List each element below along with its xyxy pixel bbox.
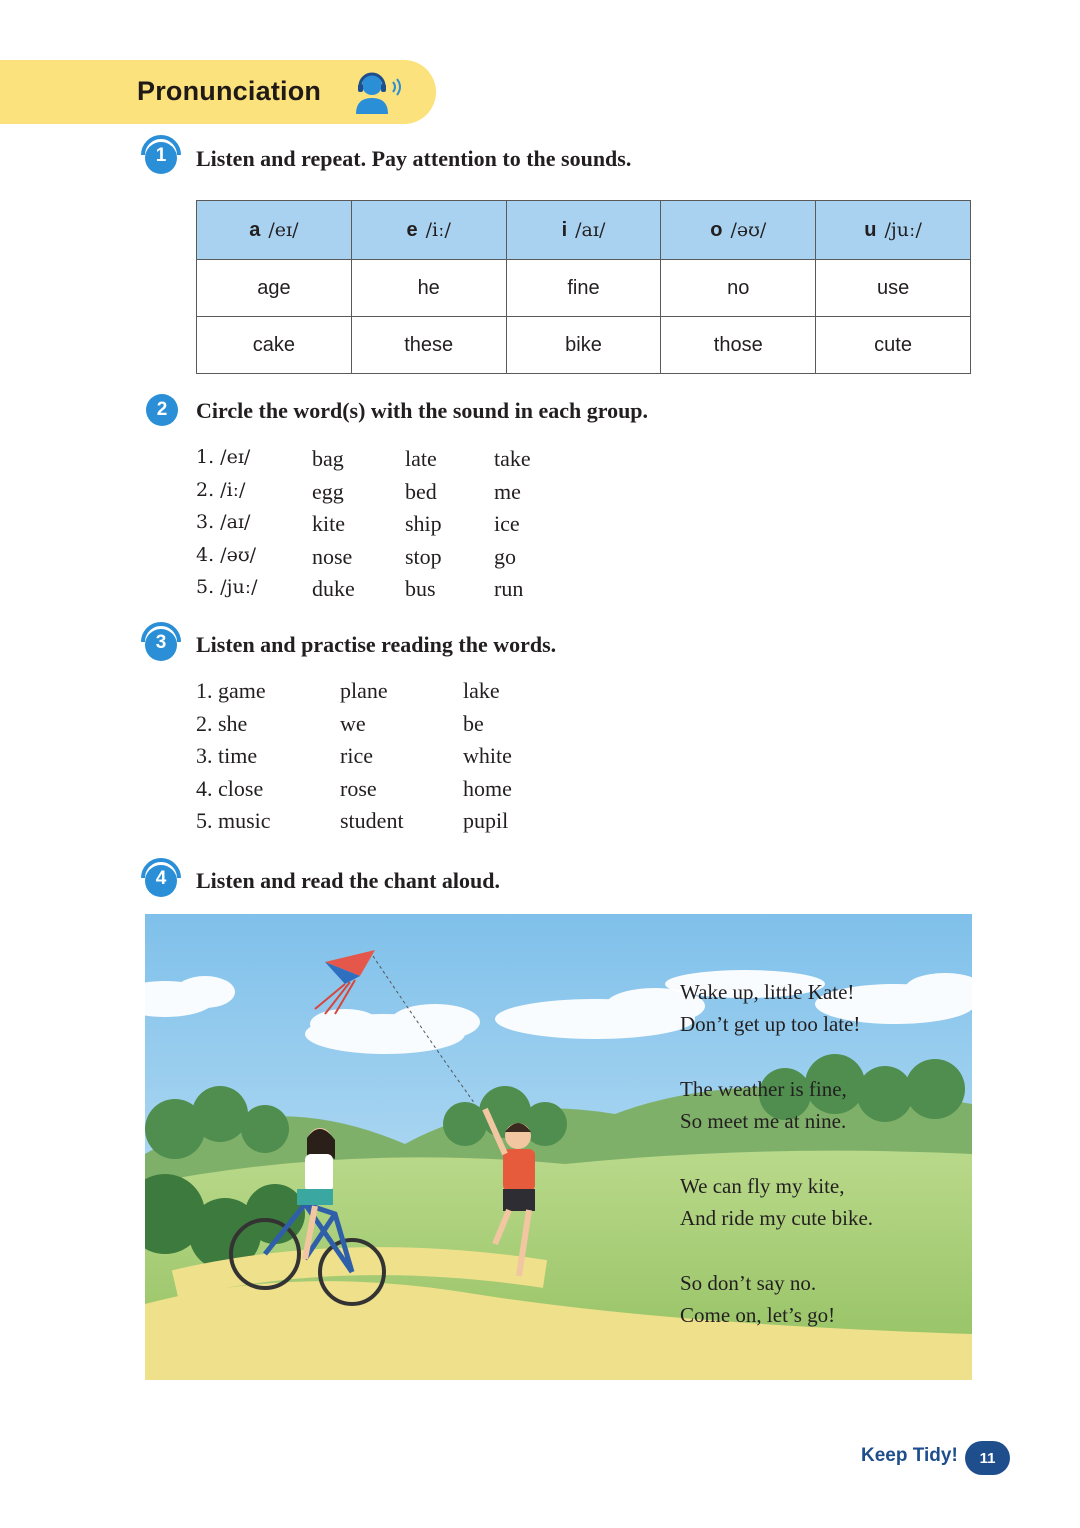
table-header-cell: e /iː/ [351,201,506,260]
sound-table [196,200,971,374]
table-cell: cake [197,317,352,374]
table-header-cell: o /əʊ/ [661,201,816,260]
word-option[interactable]: late [405,446,437,471]
chant-stanza: So don’t say no. Come on, let’s go! [680,1271,836,1327]
word-option[interactable]: me [494,478,521,504]
word-option[interactable]: kite [312,511,345,536]
word-option[interactable]: nose [312,543,353,569]
word-option[interactable]: run [494,576,524,601]
word-option[interactable]: duke [312,576,355,601]
chant-text [680,976,873,1364]
table-cell: cute [816,317,971,374]
page-number: 11 [965,1441,1010,1475]
section-1-title: Listen and repeat. Pay attention to the sounds. [196,146,632,171]
section-2-title: Circle the word(s) with the sound in each group. [196,398,649,423]
page-title: Pronunciation [137,76,322,106]
word-option[interactable]: bag [312,446,344,471]
word-option[interactable]: take [494,446,531,471]
word-option[interactable]: bed [405,478,437,504]
word-option[interactable]: egg [312,478,344,504]
table-cell: age [197,260,352,317]
table-cell: fine [506,260,661,317]
section-3-number: 3 [138,620,184,666]
table-header-cell: a /eɪ/ [197,201,352,260]
table-cell: bike [506,317,661,374]
table-cell: no [661,260,816,317]
table-cell: these [351,317,506,374]
table-header-cell: i /aɪ/ [506,201,661,260]
word-option[interactable]: ice [494,511,520,536]
table-row [197,260,971,317]
table-header-cell: u /juː/ [816,201,971,260]
table-cell: those [661,317,816,374]
chant-stanza: Wake up, little Kate! Don’t get up too late! [680,980,861,1036]
unit-title: Keep Tidy! [861,1445,958,1466]
table-cell: use [816,260,971,317]
section-1-number: 1 [138,133,184,179]
section-3-title: Listen and practise reading the words. [196,632,557,657]
word-option[interactable]: bus [405,576,436,601]
chant-stanza: The weather is fine, So meet me at nine. [680,1077,847,1133]
word-option[interactable]: stop [405,543,442,569]
chant-stanza: We can fly my kite, And ride my cute bike. [680,1174,874,1230]
word-option[interactable]: ship [405,511,442,536]
headset-listener-icon [352,70,406,116]
table-cell: he [351,260,506,317]
word-option[interactable]: go [494,543,516,569]
section-4-number: 4 [138,856,184,902]
section-2-number: 2 [139,387,185,433]
section-4-title: Listen and read the chant aloud. [196,868,500,893]
table-header-row [197,201,971,260]
table-row [197,317,971,374]
